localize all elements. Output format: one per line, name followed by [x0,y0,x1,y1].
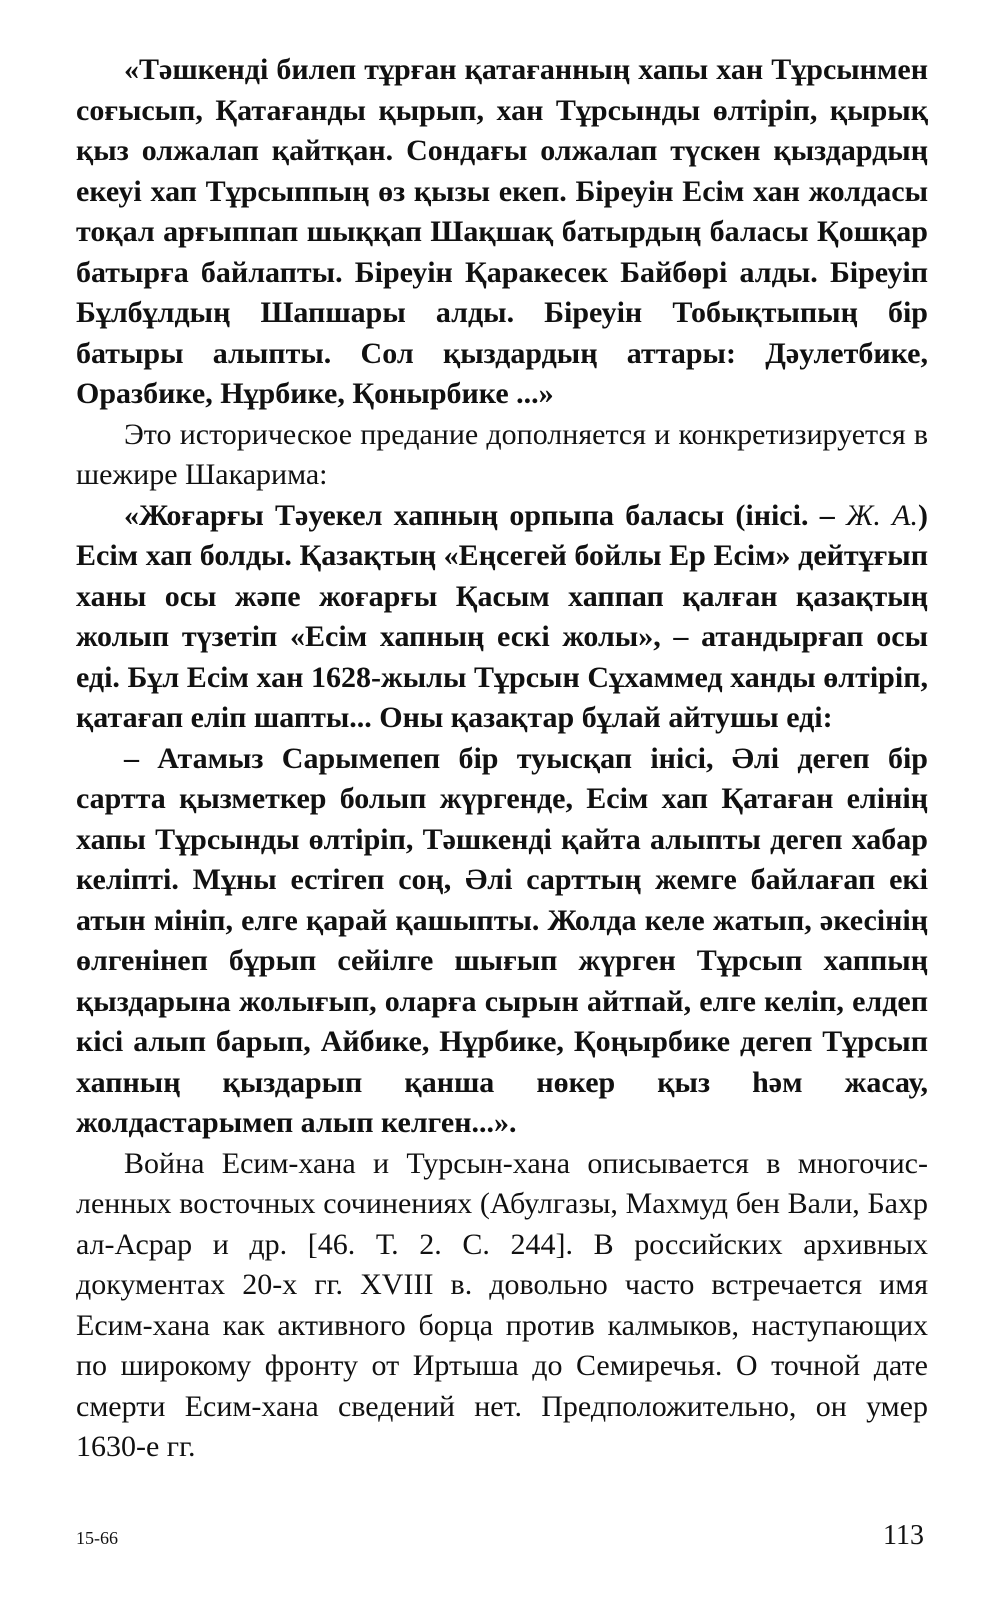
page-body [76,50,928,1468]
editor-initials: Ж. А. [845,498,918,532]
paragraph-oral-tale: – Атамыз Сарымепеп бір туысқап інісі, Әлі дегеп бір сартта қызметкер болып жүргенде, Есім хап Қатаған елінің хапы Тұрсынды өлтіріп, Тәшкенді қайта алыпты дегеп хабар келіпті. Мұны естігеп соң, Әлі сарттың жемге байлағап екі атын мініп, елге қарай қашыпты. Жолда келе жатып, әкесінің өлгенінеп бұрып сейілге шығып жүрген Тұрсып хаппың қыздарына жолығып, оларға сырын айтпай, елге келіп, елдеп кісі алып барып, Айбике, Нұрбике, Қоңырбике дегеп Тұрсып хапның қыздарып қанша нөкер қыз һәм жасау, жолдастарымеп алып келген...». [76,741,928,1139]
paragraph-shakarim-quote: «Жоғарғы Тәуекел хапның орпыпа баласы (інісі. – Ж. А.) Есім хап болды. Қазақтың «Еңсегей бойлы Ер Есім» дейтұғып ханы осы жәпе жоғарғы Қасым хаппап қалған қазақтың жолып түзетіп «Есім хапның ескі жолы», – атандырғап осы еді. Бұл Есім хан 1628-жылы Тұрсын Сұхаммед ханды өлтіріп, қатағап еліп шапты... Оны қазақтар бұлай айтушы еді: [76,498,928,734]
paragraph-intro-shezhire: Это историческое предание дополняется и конкретизируется в шежире Шакарима: [76,417,928,491]
paragraph-legend-quote: «Тәшкенді билеп тұрған қатағанның хапы хан Тұрсынмен соғысып, Қатағанды қырып, хан Тұрсынды өлтіріп, қырық қыз олжалап қайтқан. Сондағы олжалап түскен қыздардың екеуі хап Тұрсыппың өз қызы екеп. Біреуін Есім хан жолдасы тоқал арғыппап шыққап Шақшақ батырдың баласы Қошқар батырға байлапты. Біреуін Қаракесек Байбөрі алды. Біреуіп Бұлбұлдың Шапшары алды. Біреуін Тобықтыпың бір батыры алыпты. Сол қыздардың аттары: Дәулетбике, Оразбике, Нұрбике, Қонырбике ...» [76,53,928,410]
paragraph-historical-note: Война Есим-хана и Турсын-хана описывается в многочисленных восточных сочинениях (Абулгазы, Махмуд бен Вали, Бахр ал-Асрар и др. [46. Т. 2. С. 244]. В российских архивных документах 20-х гг. XVIII в. довольно часто встречается имя Есим-хана как активного борца против калмыков, наступающих по широкому фронту от Иртыша до Семиречья. О точной дате смерти Есим-хана сведений нет. Предположительно, он умер 1630-е гг. [76,1146,928,1463]
page-number: 113 [883,1520,924,1551]
printer-signature: 15-66 [76,1528,118,1548]
